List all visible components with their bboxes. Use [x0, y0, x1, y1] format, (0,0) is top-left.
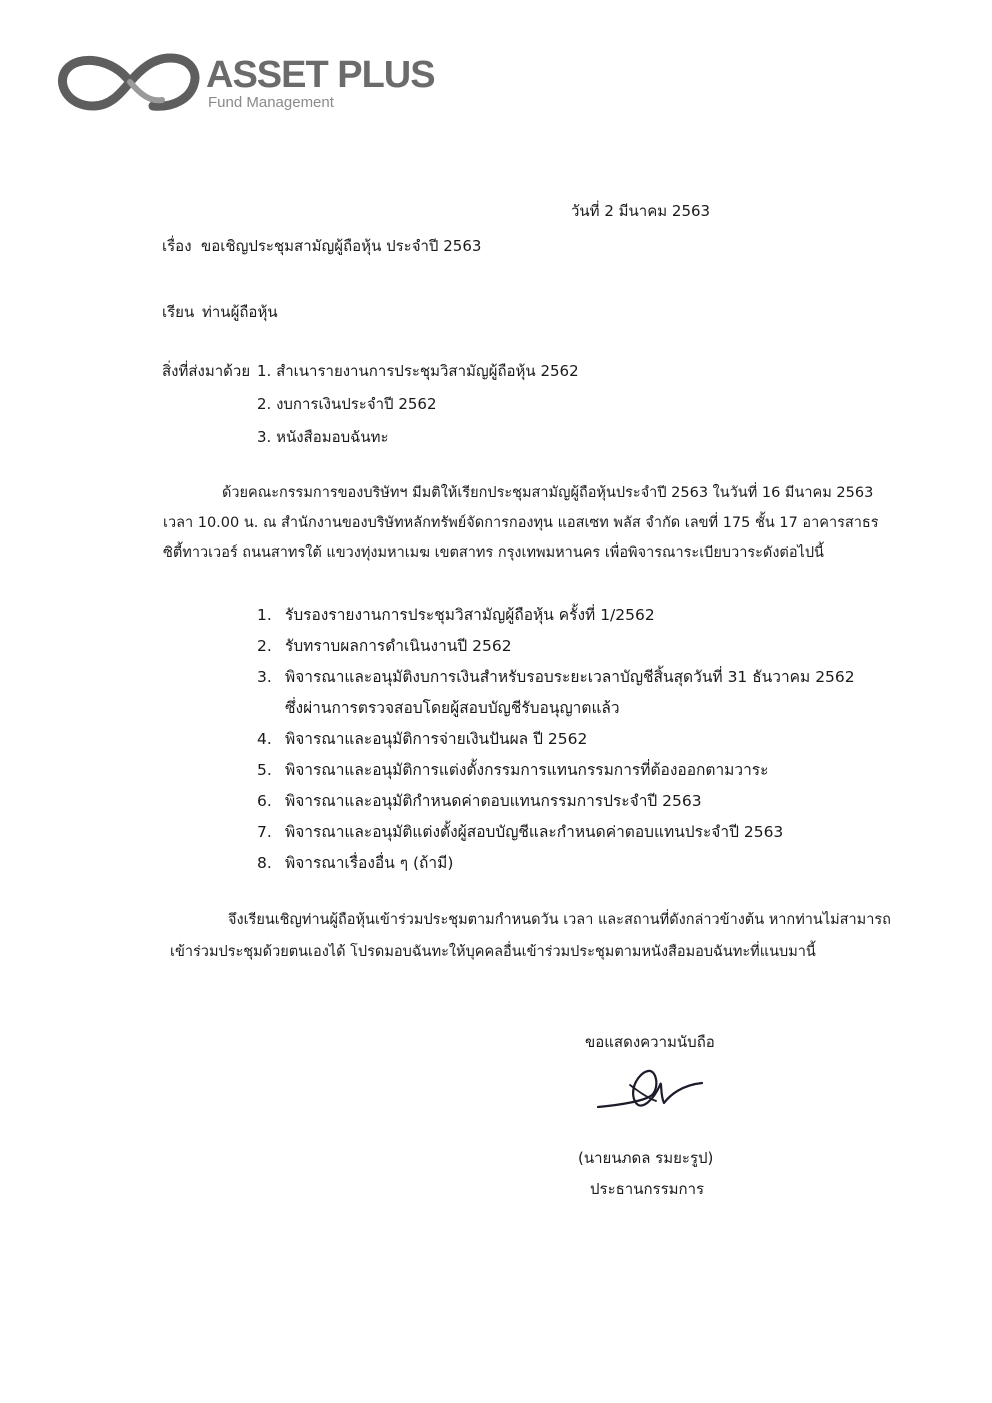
enclosure-item: 1. สำเนารายงานการประชุมวิสามัญผู้ถือหุ้น 2562: [257, 362, 579, 380]
agenda-number: 5.: [257, 761, 272, 779]
closing: ขอแสดงความนับถือ: [585, 1033, 715, 1051]
agenda-text: พิจารณาและอนุมัติแต่งตั้งผู้สอบบัญชีและกำหนดค่าตอบแทนประจำปี 2563: [285, 823, 784, 841]
agenda-number: 1.: [257, 606, 272, 624]
infinity-logo-icon: [58, 50, 203, 115]
agenda-text: พิจารณาและอนุมัติงบการเงินสำหรับรอบระยะเวลาบัญชีสิ้นสุดวันที่ 31 ธันวาคม 2562: [285, 668, 855, 686]
agenda-number: 7.: [257, 823, 272, 841]
subject-label: เรื่อง: [162, 237, 192, 255]
paragraph-2-line-1: จึงเรียนเชิญท่านผู้ถือหุ้นเข้าร่วมประชุมตามกำหนดวัน เวลา และสถานที่ดังกล่าวข้างต้น หากท่านไม่สามารถ: [228, 912, 891, 928]
agenda-text: รับทราบผลการดำเนินงานปี 2562: [285, 637, 512, 655]
paragraph-1-line-1: ด้วยคณะกรรมการของบริษัทฯ มีมติให้เรียกประชุมสามัญผู้ถือหุ้นประจำปี 2563 ในวันที่ 16 มีนาคม 2563: [222, 485, 874, 501]
signer-title: ประธานกรรมการ: [590, 1180, 705, 1198]
salutation-text: ท่านผู้ถือหุ้น: [202, 303, 278, 321]
company-logo: [58, 50, 448, 115]
agenda-text: พิจารณาและอนุมัติการแต่งตั้งกรรมการแทนกรรมการที่ต้องออกตามวาระ: [285, 761, 769, 779]
agenda-text: พิจารณาเรื่องอื่น ๆ (ถ้ามี): [285, 854, 454, 872]
agenda-text: พิจารณาและอนุมัติการจ่ายเงินปันผล ปี 2562: [285, 730, 588, 748]
paragraph-1-line-2: เวลา 10.00 น. ณ สำนักงานของบริษัทหลักทรัพย์จัดการกองทุน แอสเซท พลัส จำกัด เลขที่ 175 ชั้น 17 อาคารสาธร: [163, 515, 879, 531]
letter-date: วันที่ 2 มีนาคม 2563: [571, 202, 711, 220]
agenda-number: 8.: [257, 854, 272, 872]
agenda-text: พิจารณาและอนุมัติกำหนดค่าตอบแทนกรรมการประจำปี 2563: [285, 792, 702, 810]
agenda-text-continuation: ซึ่งผ่านการตรวจสอบโดยผู้สอบบัญชีรับอนุญาตแล้ว: [285, 699, 620, 717]
salutation-label: เรียน: [162, 303, 195, 321]
agenda-number: 2.: [257, 637, 272, 655]
enclosure-item: 3. หนังสือมอบฉันทะ: [257, 428, 389, 446]
logo-brand: ASSET PLUS: [206, 54, 435, 96]
enclosures-label: สิ่งที่ส่งมาด้วย: [162, 362, 251, 380]
logo-subtitle: Fund Management: [208, 94, 334, 111]
agenda-number: 4.: [257, 730, 272, 748]
agenda-number: 3.: [257, 668, 272, 686]
agenda-text: รับรองรายงานการประชุมวิสามัญผู้ถือหุ้น ครั้งที่ 1/2562: [285, 606, 655, 624]
enclosure-item: 2. งบการเงินประจำปี 2562: [257, 395, 437, 413]
agenda-number: 6.: [257, 792, 272, 810]
subject-text: ขอเชิญประชุมสามัญผู้ถือหุ้น ประจำปี 2563: [201, 237, 482, 255]
paragraph-2-line-2: เข้าร่วมประชุมด้วยตนเองได้ โปรดมอบฉันทะให้บุคคลอื่นเข้าร่วมประชุมตามหนังสือมอบฉันทะที่แนบมานี้: [170, 944, 816, 960]
signer-name: (นายนภดล รมยะรูป): [578, 1149, 714, 1167]
signature-image: [590, 1055, 720, 1125]
paragraph-1-line-3: ซิตี้ทาวเวอร์ ถนนสาทรใต้ แขวงทุ่งมหาเมฆ เขตสาทร กรุงเทพมหานคร เพื่อพิจารณาระเบียบวาระดังต่อไปนี้: [163, 545, 824, 561]
